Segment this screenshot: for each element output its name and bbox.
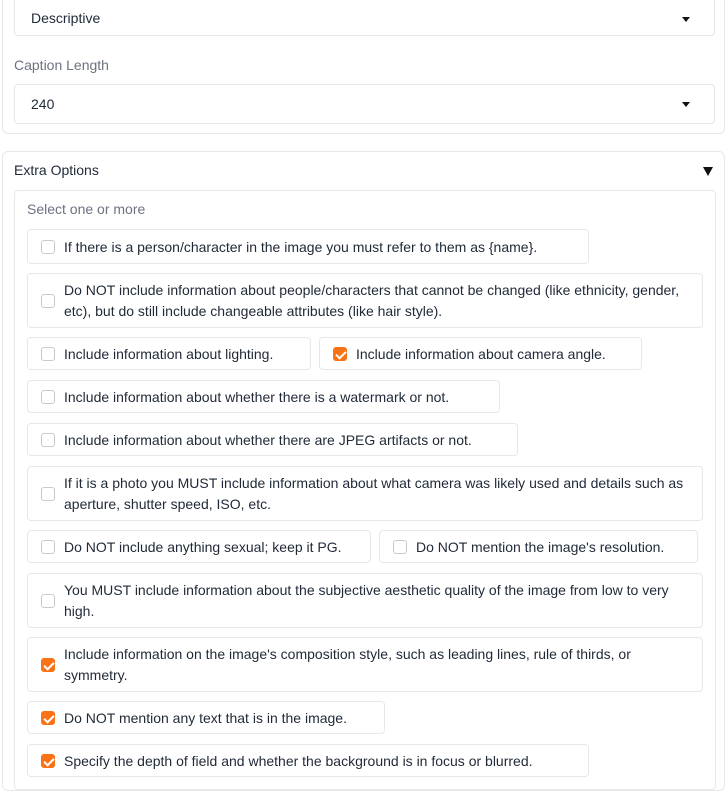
checkbox-checked[interactable] (41, 658, 55, 672)
collapse-triangle-icon[interactable] (703, 167, 713, 176)
extra-options-title[interactable]: Extra Options (14, 162, 99, 178)
option-jpeg-artifacts[interactable] (27, 423, 518, 456)
option-watermark[interactable] (27, 380, 500, 413)
checkbox-checked[interactable] (41, 754, 55, 768)
option-label: If there is a person/character in the image you must refer to them as {name}. (64, 239, 538, 255)
caption-length-value: 240 (31, 96, 55, 112)
chevron-down-icon (682, 17, 690, 22)
option-camera-angle[interactable] (319, 337, 642, 370)
chevron-down-icon (682, 102, 690, 107)
option-no-text[interactable] (27, 701, 385, 734)
checkbox[interactable] (41, 390, 55, 404)
caption-type-value: Descriptive (31, 10, 101, 26)
checkbox[interactable] (41, 540, 55, 554)
checkbox[interactable] (41, 487, 55, 501)
checkbox[interactable] (393, 540, 407, 554)
option-label: Do NOT mention the image's resolution. (416, 539, 665, 555)
option-no-immutable-attributes[interactable] (27, 273, 703, 328)
option-composition-style[interactable] (27, 637, 703, 692)
option-depth-of-field[interactable] (27, 744, 589, 777)
option-aesthetic-quality[interactable] (27, 573, 703, 628)
checkbox[interactable] (41, 347, 55, 361)
option-refer-by-name[interactable] (27, 229, 589, 264)
option-label: Include information on the image's composition style, such as leading lines, rule of thirds, or symmetry. (64, 646, 631, 683)
checkbox[interactable] (41, 240, 55, 254)
option-no-resolution[interactable] (379, 530, 698, 563)
option-camera-details[interactable] (27, 466, 703, 521)
checkbox[interactable] (41, 594, 55, 608)
caption-length-select[interactable] (14, 84, 715, 124)
option-label: You MUST include information about the subjective aesthetic quality of the image from low to very high. (64, 582, 669, 619)
option-label: Include information about camera angle. (356, 346, 606, 362)
option-label: Do NOT mention any text that is in the image. (64, 710, 347, 726)
option-label: If it is a photo you MUST include information about what camera was likely used and details such as aperture, shutter speed, ISO, etc. (64, 475, 684, 512)
checkbox-checked[interactable] (333, 347, 347, 361)
option-label: Include information about whether there are JPEG artifacts or not. (64, 432, 472, 448)
option-label: Do NOT include information about people/characters that cannot be changed (like ethnicity, gender, etc), but do still include changeable attributes (like hair style). (64, 282, 680, 319)
extra-options-hint: Select one or more (27, 201, 146, 217)
option-label: Specify the depth of field and whether the background is in focus or blurred. (64, 753, 533, 769)
caption-length-label: Caption Length (14, 57, 109, 73)
checkbox-checked[interactable] (41, 711, 55, 725)
checkbox[interactable] (41, 433, 55, 447)
option-keep-pg[interactable] (27, 530, 371, 563)
option-label: Include information about whether there is a watermark or not. (64, 389, 450, 405)
option-label: Do NOT include anything sexual; keep it PG. (64, 539, 342, 555)
caption-type-select[interactable] (14, 0, 715, 36)
option-label: Include information about lighting. (64, 346, 274, 362)
checkbox[interactable] (41, 294, 55, 308)
option-lighting[interactable] (27, 337, 311, 370)
